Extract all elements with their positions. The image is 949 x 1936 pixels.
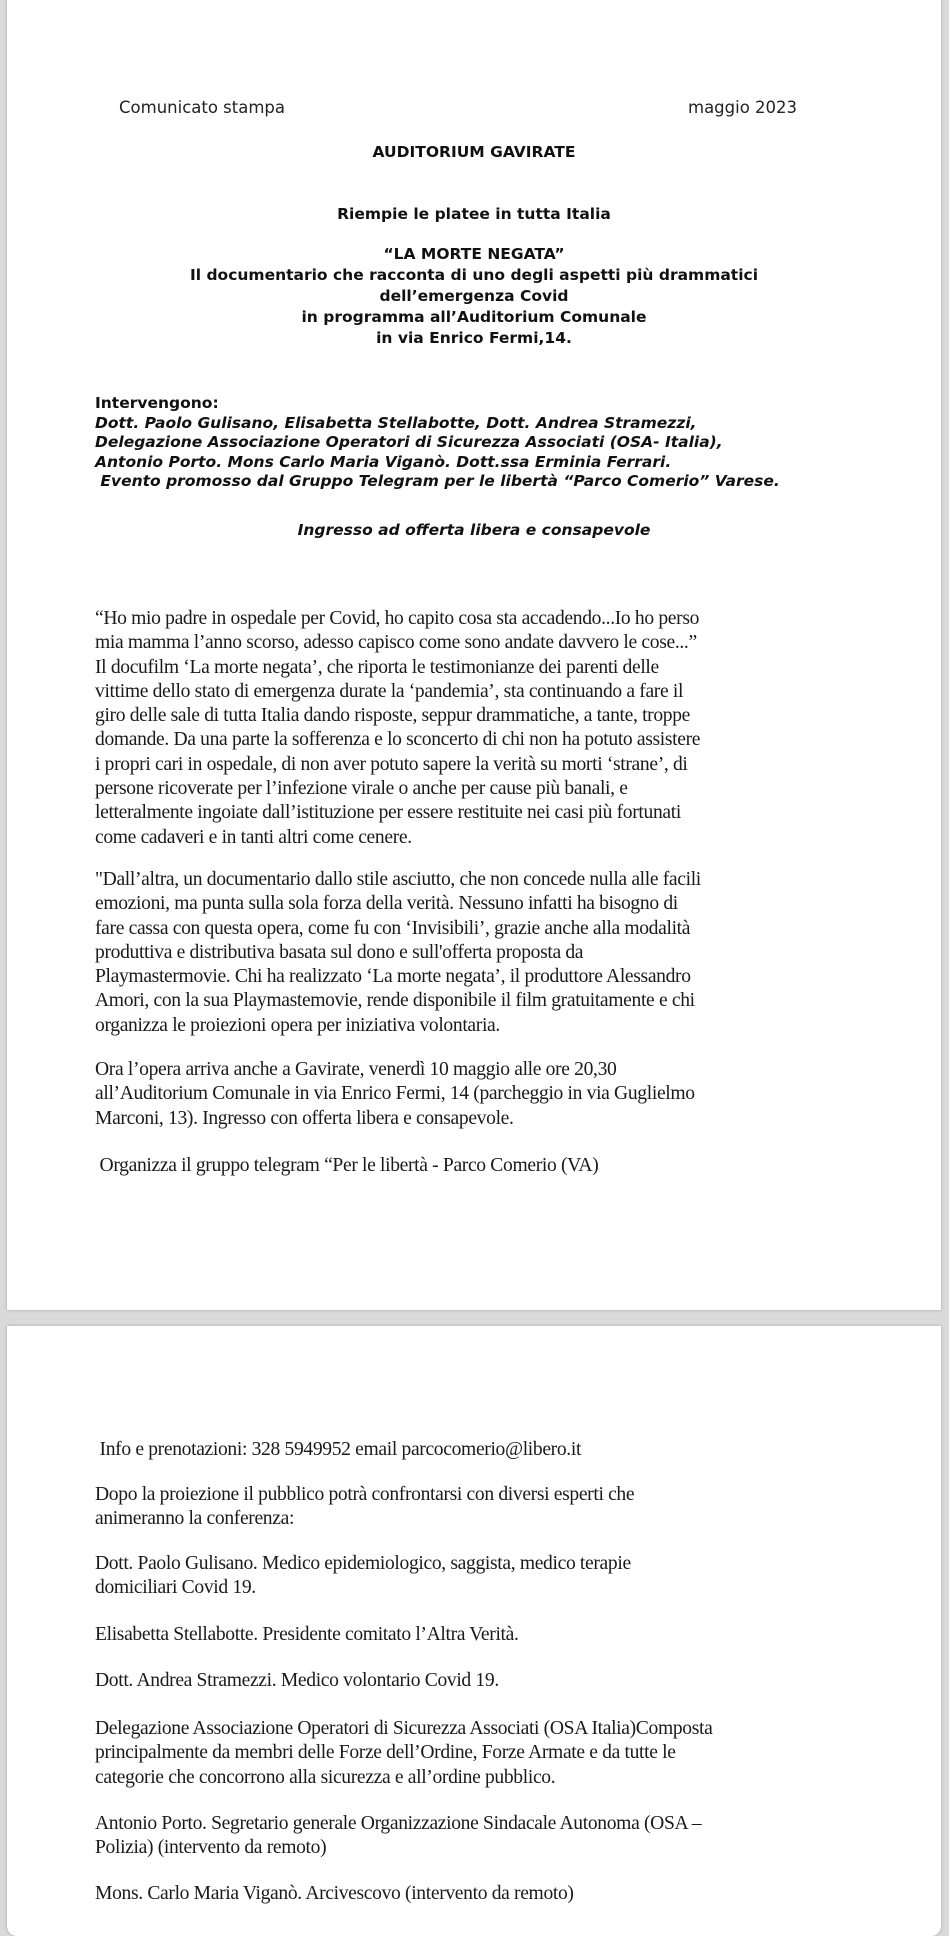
- text-line: all’Auditorium Comunale in via Enrico Fermi, 14 (parcheggio in via Guglielmo: [95, 1083, 695, 1105]
- event-promoter-line: Evento promosso dal Gruppo Telegram per le libertà “Parco Comerio” Varese.: [95, 472, 780, 491]
- text-line: fare cassa con questa opera, come fu con ‘Invisibili’, grazie anche alla modalità: [95, 917, 691, 939]
- text-line: Dott. Andrea Stramezzi. Medico volontario Covid 19.: [95, 1670, 499, 1691]
- text-line: persone ricoverate per l’infezione virale o anche per cause più banali, e: [95, 778, 628, 800]
- text-line: emozioni, ma punta sulla sola forza della verità. Nessuno infatti ha bisogno di: [95, 893, 678, 915]
- text-line: Delegazione Associazione Operatori di Sicurezza Associati (OSA Italia)Composta: [95, 1718, 713, 1739]
- organizer-note: [95, 1154, 895, 1178]
- text-line: i propri cari in ospedale, di non aver potuto sapere la verità su morti ‘strane’, di: [95, 753, 688, 775]
- text-line: Elisabetta Stellabotte. Presidente comitato l’Altra Verità.: [95, 1624, 519, 1645]
- text-line: Polizia) (intervento da remoto): [95, 1837, 327, 1859]
- speakers-heading: Intervengono:: [95, 394, 219, 412]
- text-line: domiciliari Covid 19.: [95, 1577, 256, 1599]
- text-line: Marconi, 13). Ingresso con offerta libera e consapevole.: [95, 1107, 514, 1129]
- text-line: Amori, con la sua Playmastemovie, rende disponibile il film gratuitamente e chi: [95, 990, 695, 1012]
- release-date: maggio 2023: [688, 98, 798, 117]
- text-line: Dopo la proiezione il pubblico potrà confrontarsi con diversi esperti che: [95, 1484, 635, 1505]
- entry-note: Ingresso ad offerta libera e consapevole: [297, 521, 651, 539]
- film-title: “LA MORTE NEGATA”: [383, 245, 565, 263]
- text-line: Ora l’opera arriva anche a Gavirate, venerdì 10 maggio alle ore 20,30: [95, 1059, 617, 1080]
- speakers-section: [95, 394, 780, 492]
- expert-item: [95, 1669, 895, 1693]
- speakers-line: Antonio Porto. Mons Carlo Maria Viganò. Dott.ssa Erminia Ferrari.: [95, 452, 672, 471]
- text-line: principalmente da membri delle Forze dell’Ordine, Forze Armate e da tutte le: [95, 1742, 676, 1764]
- title-line: in via Enrico Fermi,14.: [376, 329, 572, 347]
- paragraph-testimonies: [95, 607, 895, 850]
- press-release-label: Comunicato stampa: [119, 98, 286, 117]
- text-line: organizza le proiezioni opera per iniziativa volontaria.: [95, 1014, 500, 1036]
- expert-item: [95, 1882, 895, 1906]
- text-line: Mons. Carlo Maria Viganò. Arcivescovo (intervento da remoto): [95, 1883, 574, 1904]
- speakers-line: Delegazione Associazione Operatori di Sicurezza Associati (OSA- Italia),: [95, 433, 723, 452]
- text-line: "Dall’altra, un documentario dallo stile asciutto, che non concede nulla alle facili: [95, 869, 701, 890]
- text-line: domande. Da una parte la sofferenza e lo sconcerto di chi non ha potuto assistere: [95, 729, 701, 751]
- text-line: “Ho mio padre in ospedale per Covid, ho capito cosa sta accadendo...Io ho perso: [95, 608, 700, 629]
- text-line: Antonio Porto. Segretario generale Organizzazione Sindacale Autonoma (OSA –: [95, 1813, 702, 1834]
- text-line: come cadaveri e in tanti altri come cenere.: [95, 826, 412, 848]
- title-line: Il documentario che racconta di uno degli aspetti più drammatici: [189, 266, 759, 284]
- venue-title: AUDITORIUM GAVIRATE: [372, 143, 576, 161]
- text-line: animeranno la conferenza:: [95, 1508, 295, 1530]
- text-line: letteralmente ingoiate dall’istituzione per essere restituite nei casi più fortunati: [95, 802, 681, 824]
- expert-item: [95, 1623, 895, 1647]
- experts-intro: [95, 1483, 895, 1532]
- info-line: [95, 1438, 895, 1462]
- title-line: in programma all’Auditorium Comunale: [301, 308, 647, 326]
- expert-item: [95, 1812, 895, 1861]
- text-line: Il docufilm ‘La morte negata’, che riporta le testimonianze dei parenti delle: [95, 656, 659, 678]
- text-line: Dott. Paolo Gulisano. Medico epidemiologico, saggista, medico terapie: [95, 1553, 631, 1574]
- subtitle: Riempie le platee in tutta Italia: [337, 205, 611, 223]
- text-line: vittime dello stato di emergenza durate la ‘pandemia’, sta continuando a fare il: [95, 680, 684, 702]
- document-page-2: [7, 1326, 941, 1936]
- text-line: Playmastermovie. Chi ha realizzato ‘La morte negata’, il produttore Alessandro: [95, 966, 691, 988]
- paragraph-documentary: [95, 868, 895, 1038]
- expert-item: [95, 1552, 895, 1601]
- title-line: dell’emergenza Covid: [379, 287, 569, 305]
- text-line: Organizza il gruppo telegram “Per le libertà - Parco Comerio (VA): [95, 1155, 599, 1176]
- text-line: giro delle sale di tutta Italia dando risposte, seppur drammatiche, a tante, troppe: [95, 705, 691, 727]
- contact-info: Info e prenotazioni: 328 5949952 email parcocomerio@libero.it: [95, 1439, 582, 1460]
- expert-item: [95, 1717, 895, 1790]
- document-page-1: [7, 0, 941, 1310]
- text-line: mia mamma l’anno scorso, adesso capisco come sono andate davvero le cose...”: [95, 632, 697, 654]
- text-line: categorie che concorrono alla sicurezza e all’ordine pubblico.: [95, 1766, 556, 1788]
- speakers-line: Dott. Paolo Gulisano, Elisabetta Stellabotte, Dott. Andrea Stramezzi,: [95, 413, 697, 432]
- title-block: [7, 244, 941, 349]
- paragraph-event-details: [95, 1058, 895, 1131]
- text-line: produttiva e distributiva basata sul dono e sull'offerta proposta da: [95, 941, 584, 963]
